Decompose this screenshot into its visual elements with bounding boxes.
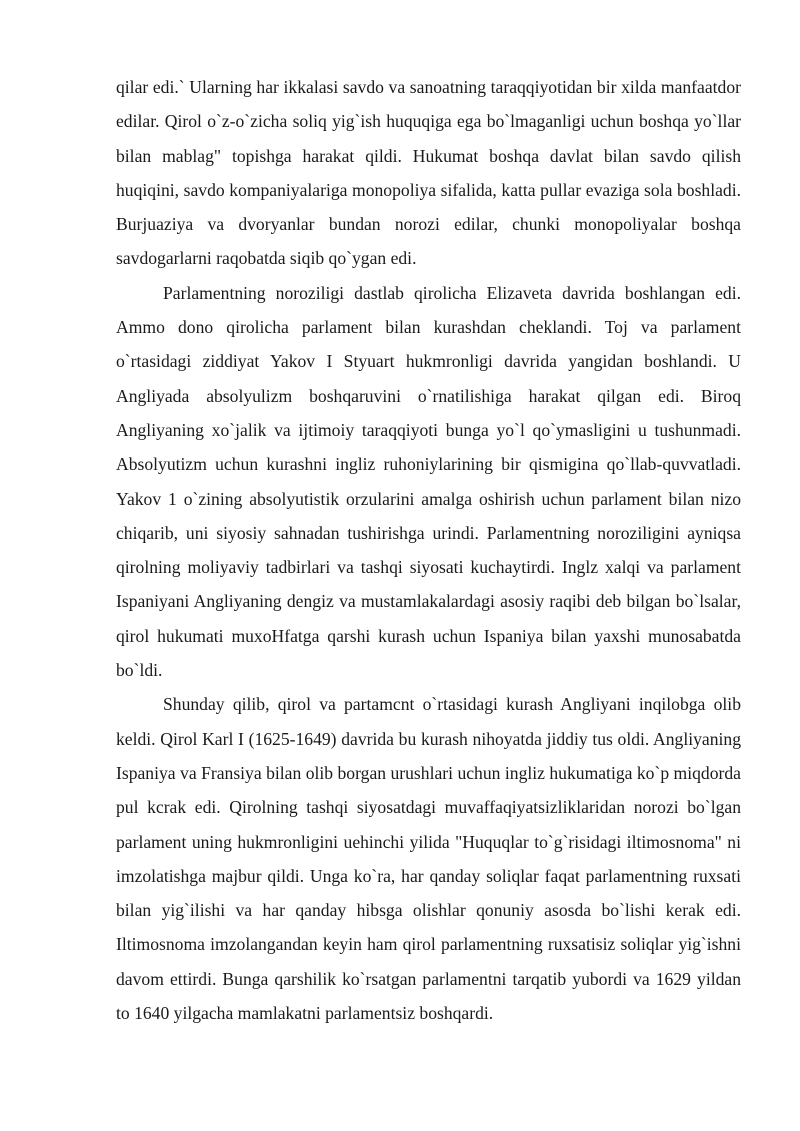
paragraph-king-parliament-struggle: Shunday qilib, qirol va partamcnt o`rtasidagi kurash Angliyani inqilobga olib keldi. Qirol Karl I (1625-1649) davrida bu kurash nihoyatda jiddiy tus oldi. Angliyaning Ispaniya va Fransiya bilan olib borgan urushlari uchun ingliz hukumatiga ko`p miqdorda pul kcrak edi. Qirolning tashqi siyosatdagi muvaffaqiyatsizliklaridan norozi bo`lgan parlament uning hukmronligini uehinchi yilida "Huquqlar to`g`risidagi iltimosnoma" ni imzolatishga majbur qildi. Unga ko`ra, har qanday soliqlar faqat parlamentning ruxsati bilan yig`ilishi va har qanday hibsga olishlar qonuniy asosda bo`lishi kerak edi. Iltimosnoma imzolangandan keyin ham qirol parlamentning ruxsatisiz soliqlar yig`ishni davom ettirdi. Bunga qarshilik ko`rsatgan parlamentni tarqatib yubordi va 1629 yildan to 1640 yilgacha mamlakatni parlamentsiz boshqardi. [116, 694, 741, 1024]
paragraph-parliament-opposition: Parlamentning noroziligi dastlab qirolicha Elizaveta davrida boshlangan edi. Ammo dono qirolicha parlament bilan kurashdan cheklandi. Toj va parlament o`rtasidagi ziddiyat Yakov I Styuart hukmronligi davrida yangidan boshlandi. U Angliyada absolyulizm boshqaruvini o`rnatilishiga harakat qilgan edi. Biroq Angliyaning xo`jalik va ijtimoiy taraqqiyoti bunga yo`l qo`ymasligini u tushunmadi. Absolyutizm uchun kurashni ingliz ruhoniylarining bir qismigina qo`llab-quvvatladi. Yakov 1 o`zining absolyutistik orzularini amalga oshirish uchun parlament bilan nizo chiqarib, uni siyosiy sahnadan tushirishga urindi. Parlamentning noroziligini ayniqsa qirolning moliyaviy tadbirlari va tashqi siyosati kuchaytirdi. Inglz xalqi va parlament Ispaniyani Angliyaning dengiz va mustamlakalardagi asosiy raqibi deb bilgan bo`lsalar, qirol hukumati muxoHfatga qarshi kurash uchun Ispaniya bilan yaxshi munosabatda bo`ldi. [116, 282, 741, 681]
paragraph-continuation: qilar edi.` Ularning har ikkalasi savdo va sanoatning taraqqiyotidan bir xilda manfaatdor edilar. Qirol o`z-o`zicha soliq yig`ish huquqiga ega bo`lmaganligi uchun boshqa yo`llar bilan mablag" topishga harakat qildi. Hukumat boshqa davlat bilan savdo qilish huqiqini, savdo kompaniyalariga monopoliya sifalida, katta pullar evaziga sola boshladi. Burjuaziya va dvoryanlar bundan norozi edilar, chunki monopoliyalar boshqa savdogarlarni raqobatda siqib qo`ygan edi. [116, 77, 741, 269]
document-page [116, 70, 741, 1030]
